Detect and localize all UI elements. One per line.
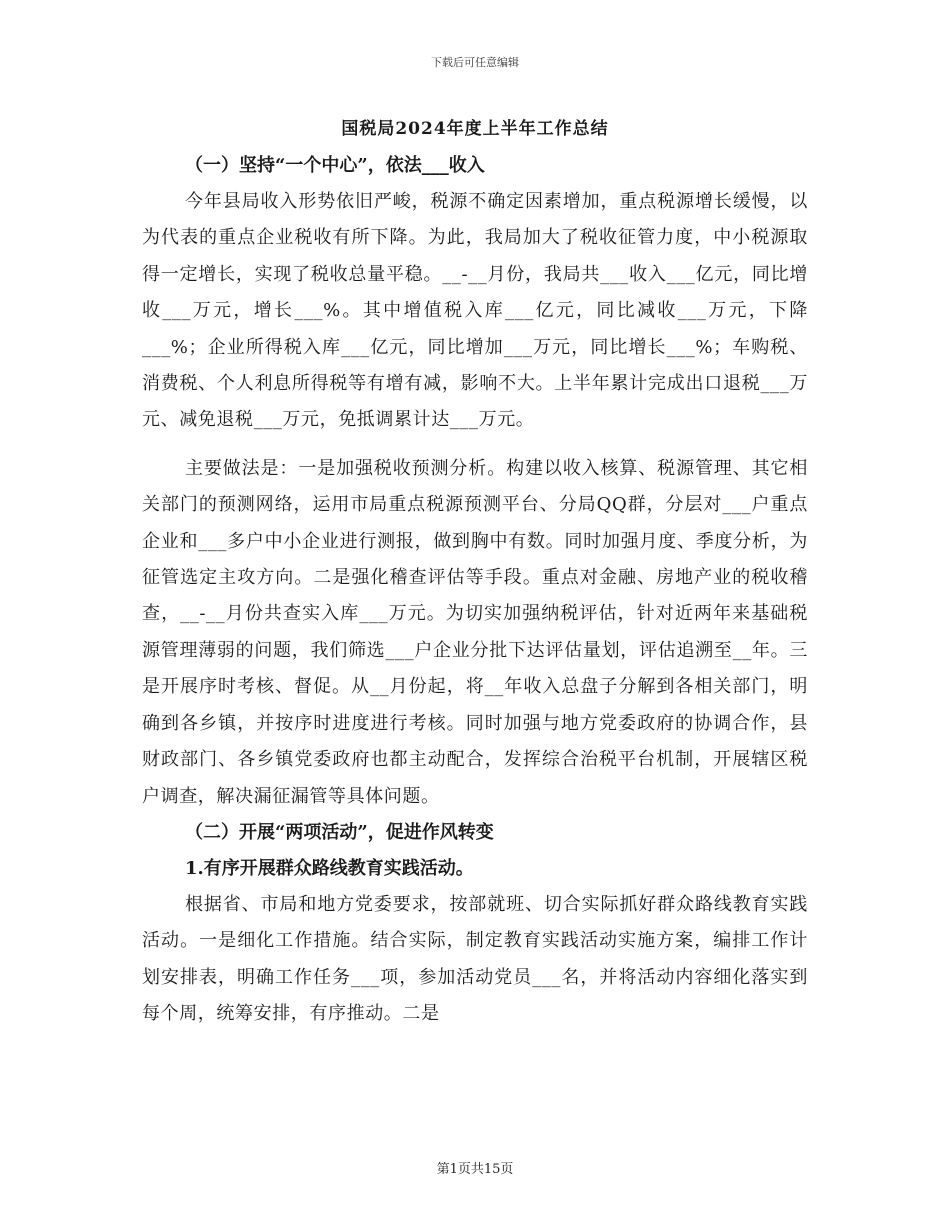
page-footer: 第1页共15页: [436, 1162, 514, 1177]
paragraph: 根据省、市局和地方党委要求，按部就班、切合实际抓好群众路线教育实践活动。一是细化工作措施。结合实际，制定教育实践活动实施方案，编排工作计划安排表，明确工作任务___项，参加活动党员___名，并将活动内容细化落实到每个周，统筹安排，有序推动。二是: [142, 893, 808, 1025]
subsection-heading: 1.有序开展群众路线教育实践活动。: [185, 857, 474, 879]
section-heading: （二）开展“两项活动”，促进作风转变: [185, 821, 494, 843]
paragraph: 主要做法是：一是加强税收预测分析。构建以收入核算、税源管理、其它相关部门的预测网络，运用市局重点税源预测平台、分局QQ群，分层对___户重点企业和___多户中小企业进行测报，做到胸中有数。同时加强月度、季度分析，为征管选定主攻方向。二是强化稽查评估等手段。重点对金融、房地产业的税收稽查，__-__月份共查实入库___万元。为切实加强纳税评估，针对近两年来基础税源管理薄弱的问题，我们筛选___户企业分批下达评估量划，评估追溯至__年。三是开展序时考核、督促。从__月份起，将__年收入总盘子分解到各相关部门，明确到各乡镇，并按序时进度进行考核。同时加强与地方党委政府的协调合作，县财政部门、各乡镇党委政府也都主动配合，发挥综合治税平台机制，开展辖区税户调查，解决漏征漏管等具体问题。: [142, 457, 808, 807]
document-title: 国税局2024年度上半年工作总结: [341, 119, 609, 139]
document-body: [142, 148, 808, 1033]
paragraph: 今年县局收入形势依旧严峻，税源不确定因素增加，重点税源增长缓慢，以为代表的重点企业税收有所下降。为此，我局加大了税收征管力度，中小税源取得一定增长，实现了税收总量平稳。__-__月份，我局共___收入___亿元，同比增收___万元，增长___%。其中增值税入库___亿元，同比减收___万元，下降___%；企业所得税入库___亿元，同比增加___万元，同比增长___%；车购税、消费税、个人利息所得税等有增有减，影响不大。上半年累计完成出口退税___万元、减免退税___万元，免抵调累计达___万元。: [142, 191, 808, 431]
header-note: 下载后可任意编辑: [431, 56, 519, 69]
section-heading: （一）坚持“一个中心”，依法___收入: [185, 155, 485, 176]
